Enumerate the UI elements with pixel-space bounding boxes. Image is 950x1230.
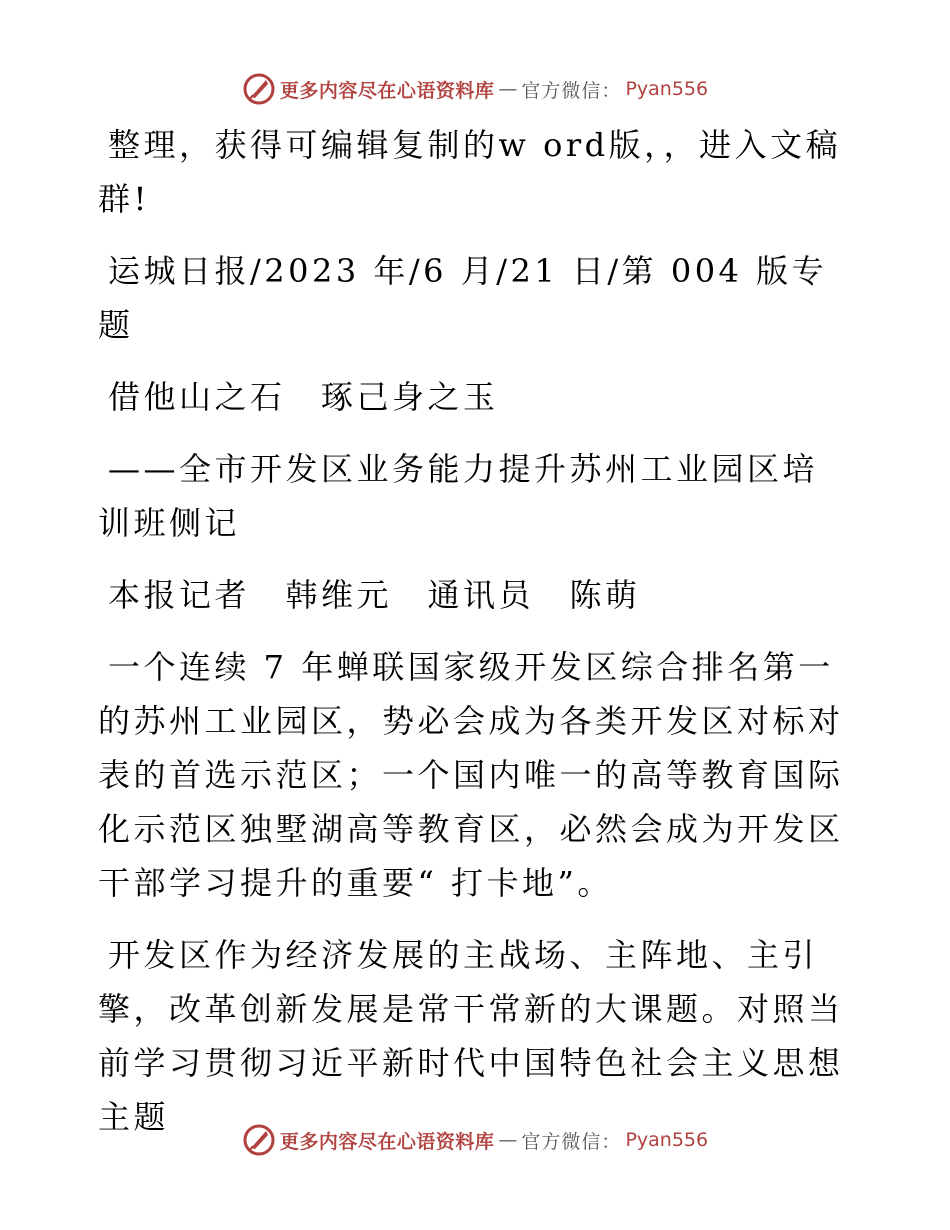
document-body: [98, 118, 850, 1162]
feather-pen-icon: [242, 1123, 276, 1157]
banner-dash: —: [498, 1129, 518, 1151]
wechat-id: Pyan556: [625, 78, 709, 100]
article-title: 借他山之石 琢己身之玉: [108, 378, 499, 416]
feather-pen-icon: [242, 72, 276, 106]
intro-notice: 整理，获得可编辑复制的w ord版，，进入文稿群!: [98, 126, 842, 218]
article-subtitle: ——全市开发区业务能力提升苏州工业园区培训班侧记: [98, 450, 819, 542]
wechat-label: 官方微信：: [521, 1130, 622, 1153]
header-banner: [0, 72, 950, 106]
wechat-id: Pyan556: [625, 1129, 709, 1151]
footer-banner: [0, 1123, 950, 1157]
wechat-label: 官方微信：: [521, 79, 622, 102]
promo-text: 更多内容尽在心语资料库: [279, 1130, 495, 1153]
promo-text: 更多内容尽在心语资料库: [279, 79, 495, 102]
body-paragraph: 一个连续 7 年蝉联国家级开发区综合排名第一的苏州工业园区，势必会成为各类开发区对标对表的首选示范区；一个国内唯一的高等教育国际化示范区独墅湖高等教育区，必然会成为开发区干部学习提升的重要“ 打卡地”。: [98, 648, 844, 902]
banner-dash: —: [498, 78, 518, 100]
body-paragraph: 开发区作为经济发展的主战场、主阵地、主引擎，改革创新发展是常干常新的大课题。对照当前学习贯彻习近平新时代中国特色社会主义思想主题: [98, 936, 844, 1136]
byline: 本报记者 韩维元 通讯员 陈萌: [108, 576, 641, 614]
source-line: 运城日报/2023 年/6 月/21 日/第 004 版专题: [98, 252, 828, 344]
